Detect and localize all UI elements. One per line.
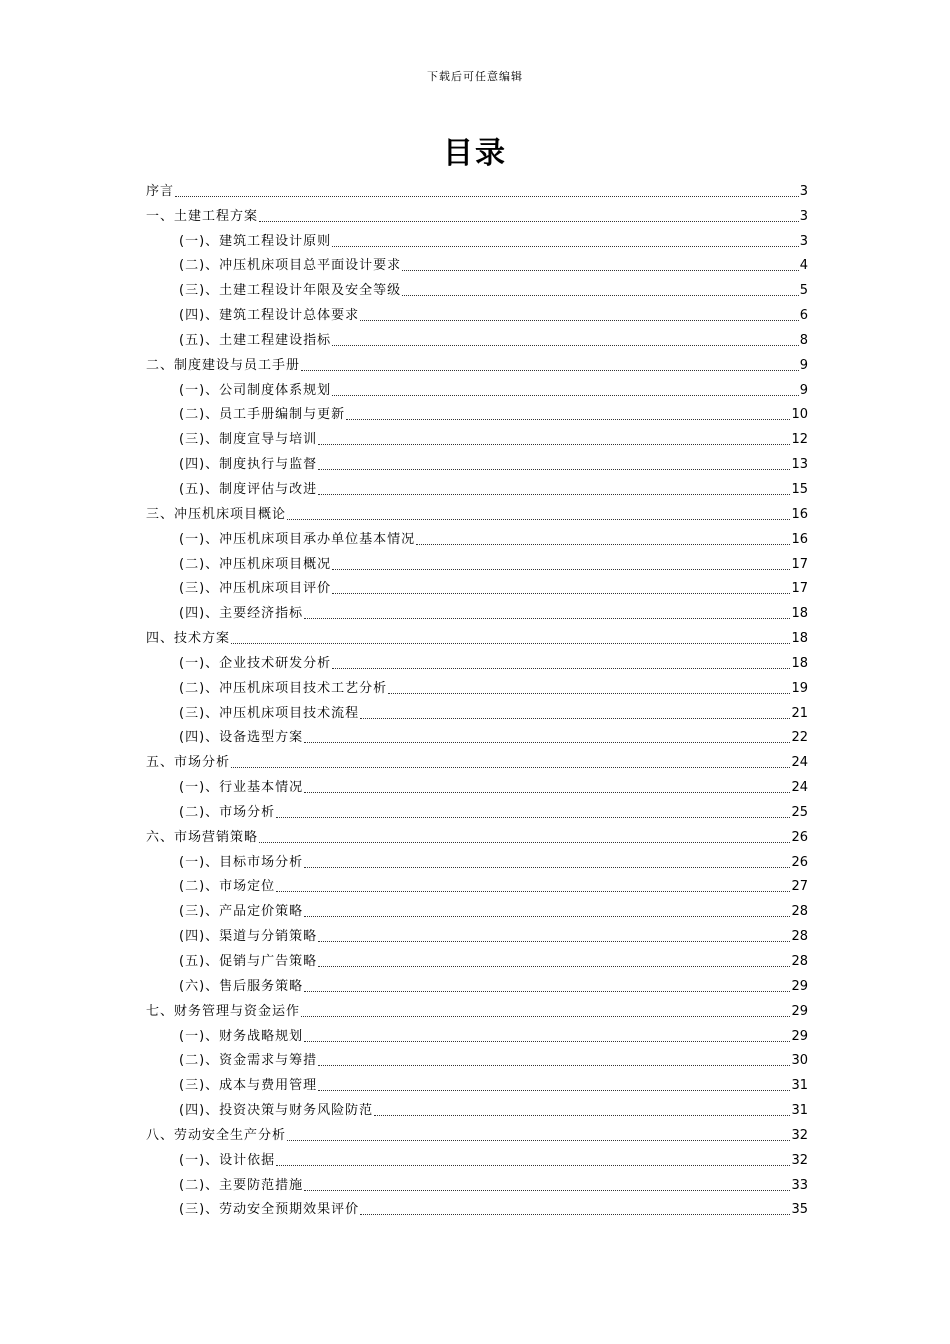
toc-page-number: 28 — [791, 929, 808, 945]
toc-page-number: 8 — [799, 332, 808, 348]
toc-entry[interactable] — [146, 772, 808, 797]
toc-dot-leader — [332, 345, 799, 346]
toc-entry[interactable] — [146, 921, 808, 946]
toc-entry[interactable] — [146, 946, 808, 971]
toc-dot-leader — [276, 891, 790, 892]
toc-dot-leader — [231, 643, 790, 644]
toc-entry-label: 一、土建工程方案 — [146, 208, 259, 224]
toc-dot-leader — [332, 395, 799, 396]
toc-dot-leader — [304, 792, 790, 793]
toc-entry-label: (二)、市场定位 — [179, 879, 276, 895]
toc-entry-label: (四)、建筑工程设计总体要求 — [179, 308, 360, 324]
toc-page-number: 17 — [791, 581, 808, 597]
toc-entry-label: (三)、制度宣导与培训 — [179, 432, 318, 448]
toc-entry[interactable] — [146, 350, 808, 375]
toc-dot-leader — [301, 1016, 790, 1017]
toc-entry[interactable] — [146, 574, 808, 599]
toc-page-number: 3 — [799, 208, 808, 224]
toc-dot-leader — [231, 767, 790, 768]
toc-entry[interactable] — [146, 1120, 808, 1145]
toc-entry-label: (三)、冲压机床项目技术流程 — [179, 705, 360, 721]
toc-page-number: 25 — [791, 804, 808, 820]
toc-dot-leader — [304, 867, 790, 868]
toc-page-number: 29 — [791, 1003, 808, 1019]
toc-dot-leader — [175, 196, 799, 197]
toc-entry[interactable] — [146, 499, 808, 524]
toc-entry-label: (一)、公司制度体系规划 — [179, 382, 332, 398]
toc-dot-leader — [301, 370, 799, 371]
toc-dot-leader — [304, 1190, 790, 1191]
toc-page-number: 26 — [791, 854, 808, 870]
toc-dot-leader — [304, 991, 790, 992]
toc-dot-leader — [318, 1090, 790, 1091]
toc-entry-label: (二)、主要防范措施 — [179, 1177, 304, 1193]
toc-entry[interactable] — [146, 424, 808, 449]
toc-entry[interactable] — [146, 1170, 808, 1195]
toc-entry-label: (一)、建筑工程设计原则 — [179, 233, 332, 249]
toc-entry[interactable] — [146, 872, 808, 897]
toc-entry-label: (四)、设备选型方案 — [179, 730, 304, 746]
toc-entry-label: (一)、设计依据 — [179, 1152, 276, 1168]
toc-page-number: 18 — [791, 631, 808, 647]
toc-entry[interactable] — [146, 896, 808, 921]
toc-entry[interactable] — [146, 300, 808, 325]
toc-entry-label: (五)、促销与广告策略 — [179, 954, 318, 969]
page-header: 下载后可任意编辑 — [427, 70, 523, 83]
toc-entry-label: (二)、资金需求与筹措 — [179, 1053, 318, 1069]
toc-entry-label: 二、制度建设与员工手册 — [146, 357, 301, 373]
toc-dot-leader — [388, 693, 790, 694]
toc-page-number: 28 — [791, 954, 808, 969]
toc-page-number: 13 — [791, 457, 808, 473]
toc-entry-label: 八、劳动安全生产分析 — [146, 1127, 287, 1143]
toc-entry[interactable] — [146, 971, 808, 996]
toc-dot-leader — [332, 593, 790, 594]
toc-entry[interactable] — [146, 375, 808, 400]
toc-dot-leader — [374, 1115, 790, 1116]
toc-page-number: 21 — [791, 705, 808, 721]
toc-page-number: 30 — [791, 1053, 808, 1069]
toc-page-number: 29 — [791, 1028, 808, 1044]
toc-entry-label: (五)、土建工程建设指标 — [179, 332, 332, 348]
toc-page-number: 9 — [799, 382, 808, 398]
toc-dot-leader — [318, 966, 790, 967]
toc-entry[interactable] — [146, 723, 808, 748]
toc-entry-label: 五、市场分析 — [146, 755, 231, 771]
toc-entry[interactable] — [146, 623, 808, 648]
toc-entry-label: (一)、冲压机床项目承办单位基本情况 — [179, 531, 416, 547]
toc-entry[interactable] — [146, 474, 808, 499]
toc-page-number: 9 — [799, 357, 808, 373]
toc-page-number: 31 — [791, 1103, 808, 1119]
toc-page-number: 5 — [799, 283, 808, 299]
toc-page-number: 18 — [791, 606, 808, 622]
toc-entry-label: (五)、制度评估与改进 — [179, 481, 318, 497]
toc-dot-leader — [318, 444, 790, 445]
toc-entry[interactable] — [146, 325, 808, 350]
toc-page-number: 28 — [791, 904, 808, 920]
toc-entry-label: (一)、目标市场分析 — [179, 854, 304, 870]
toc-dot-leader — [346, 419, 790, 420]
toc-page-number: 15 — [791, 481, 808, 497]
toc-dot-leader — [276, 1165, 790, 1166]
toc-page-number: 16 — [791, 506, 808, 522]
toc-entry-label: (二)、冲压机床项目概况 — [179, 556, 332, 572]
toc-entry-label: (二)、冲压机床项目技术工艺分析 — [179, 680, 388, 696]
toc-page-number: 32 — [791, 1127, 808, 1143]
toc-entry-label: (三)、冲压机床项目评价 — [179, 581, 332, 597]
toc-page-number: 19 — [791, 680, 808, 696]
toc-entry[interactable] — [146, 1021, 808, 1046]
toc-dot-leader — [318, 469, 790, 470]
toc-entry-label: (四)、投资决策与财务风险防范 — [179, 1103, 374, 1119]
toc-entry[interactable] — [146, 698, 808, 723]
toc-page-number: 6 — [799, 308, 808, 324]
toc-entry-label: 七、财务管理与资金运作 — [146, 1003, 301, 1019]
toc-dot-leader — [304, 916, 790, 917]
toc-dot-leader — [318, 1065, 790, 1066]
toc-entry[interactable] — [146, 648, 808, 673]
toc-entry[interactable] — [146, 524, 808, 549]
toc-page-number: 3 — [799, 183, 808, 199]
toc-dot-leader — [304, 1041, 790, 1042]
toc-page-number: 29 — [791, 978, 808, 994]
toc-entry-label: (二)、冲压机床项目总平面设计要求 — [179, 258, 402, 274]
toc-entry[interactable] — [146, 176, 808, 201]
toc-dot-leader — [360, 1214, 790, 1215]
toc-dot-leader — [360, 718, 790, 719]
toc-entry[interactable] — [146, 673, 808, 698]
toc-entry-label: (二)、市场分析 — [179, 804, 276, 820]
toc-entry[interactable] — [146, 549, 808, 574]
toc-dot-leader — [287, 1140, 790, 1141]
toc-entry-label: (二)、员工手册编制与更新 — [179, 407, 346, 423]
toc-dot-leader — [332, 569, 790, 570]
toc-entry[interactable] — [146, 1195, 808, 1220]
toc-entry[interactable] — [146, 226, 808, 251]
toc-page-number: 12 — [791, 432, 808, 448]
toc-page-number: 26 — [791, 829, 808, 845]
toc-dot-leader — [318, 941, 790, 942]
toc-page-number: 22 — [791, 730, 808, 746]
toc-dot-leader — [360, 320, 799, 321]
toc-page-number: 31 — [791, 1078, 808, 1094]
toc-page-number: 24 — [791, 755, 808, 771]
toc-page-number: 27 — [791, 879, 808, 895]
toc-page-number: 24 — [791, 780, 808, 796]
toc-entry-label: (一)、行业基本情况 — [179, 780, 304, 796]
toc-dot-leader — [287, 519, 790, 520]
toc-page-number: 3 — [799, 233, 808, 249]
toc-entry-label: (三)、成本与费用管理 — [179, 1078, 318, 1094]
toc-entry[interactable] — [146, 996, 808, 1021]
toc-entry[interactable] — [146, 251, 808, 276]
toc-entry[interactable] — [146, 797, 808, 822]
toc-page-number: 18 — [791, 655, 808, 671]
toc-dot-leader — [416, 544, 790, 545]
toc-entry-label: 三、冲压机床项目概论 — [146, 506, 287, 522]
toc-entry[interactable] — [146, 847, 808, 872]
toc-dot-leader — [276, 817, 790, 818]
toc-dot-leader — [259, 221, 799, 222]
toc-entry[interactable] — [146, 1070, 808, 1095]
page-title: 目录 — [443, 136, 507, 171]
toc-entry-label: (四)、渠道与分销策略 — [179, 929, 318, 945]
toc-page-number: 32 — [791, 1152, 808, 1168]
toc-dot-leader — [402, 295, 799, 296]
toc-entry-label: (四)、主要经济指标 — [179, 606, 304, 622]
toc-entry[interactable] — [146, 201, 808, 226]
toc-entry[interactable] — [146, 400, 808, 425]
toc-entry-label: (一)、企业技术研发分析 — [179, 655, 332, 671]
toc-entry[interactable] — [146, 1145, 808, 1170]
toc-dot-leader — [332, 246, 799, 247]
toc-entry[interactable] — [146, 822, 808, 847]
table-of-contents — [146, 176, 808, 1219]
toc-entry[interactable] — [146, 1095, 808, 1120]
toc-entry-label: (一)、财务战略规划 — [179, 1028, 304, 1044]
toc-dot-leader — [318, 494, 790, 495]
toc-entry-label: 六、市场营销策略 — [146, 829, 259, 845]
toc-entry[interactable] — [146, 598, 808, 623]
toc-entry-label: (三)、劳动安全预期效果评价 — [179, 1202, 360, 1218]
toc-dot-leader — [332, 668, 790, 669]
toc-entry-label: (三)、土建工程设计年限及安全等级 — [179, 283, 402, 299]
toc-page-number: 33 — [791, 1177, 808, 1193]
toc-entry-label: (六)、售后服务策略 — [179, 978, 304, 994]
toc-dot-leader — [304, 618, 790, 619]
toc-page-number: 4 — [799, 258, 808, 274]
toc-entry-label: (四)、制度执行与监督 — [179, 457, 318, 473]
toc-dot-leader — [402, 270, 799, 271]
toc-page-number: 35 — [791, 1202, 808, 1218]
toc-entry[interactable] — [146, 449, 808, 474]
toc-entry-label: 序言 — [146, 183, 175, 199]
toc-entry[interactable] — [146, 275, 808, 300]
toc-page-number: 10 — [791, 407, 808, 423]
toc-entry[interactable] — [146, 1046, 808, 1071]
toc-entry-label: (三)、产品定价策略 — [179, 904, 304, 920]
toc-entry[interactable] — [146, 747, 808, 772]
toc-entry-label: 四、技术方案 — [146, 631, 231, 647]
toc-page-number: 17 — [791, 556, 808, 572]
toc-dot-leader — [259, 842, 790, 843]
toc-dot-leader — [304, 742, 790, 743]
toc-page-number: 16 — [791, 531, 808, 547]
